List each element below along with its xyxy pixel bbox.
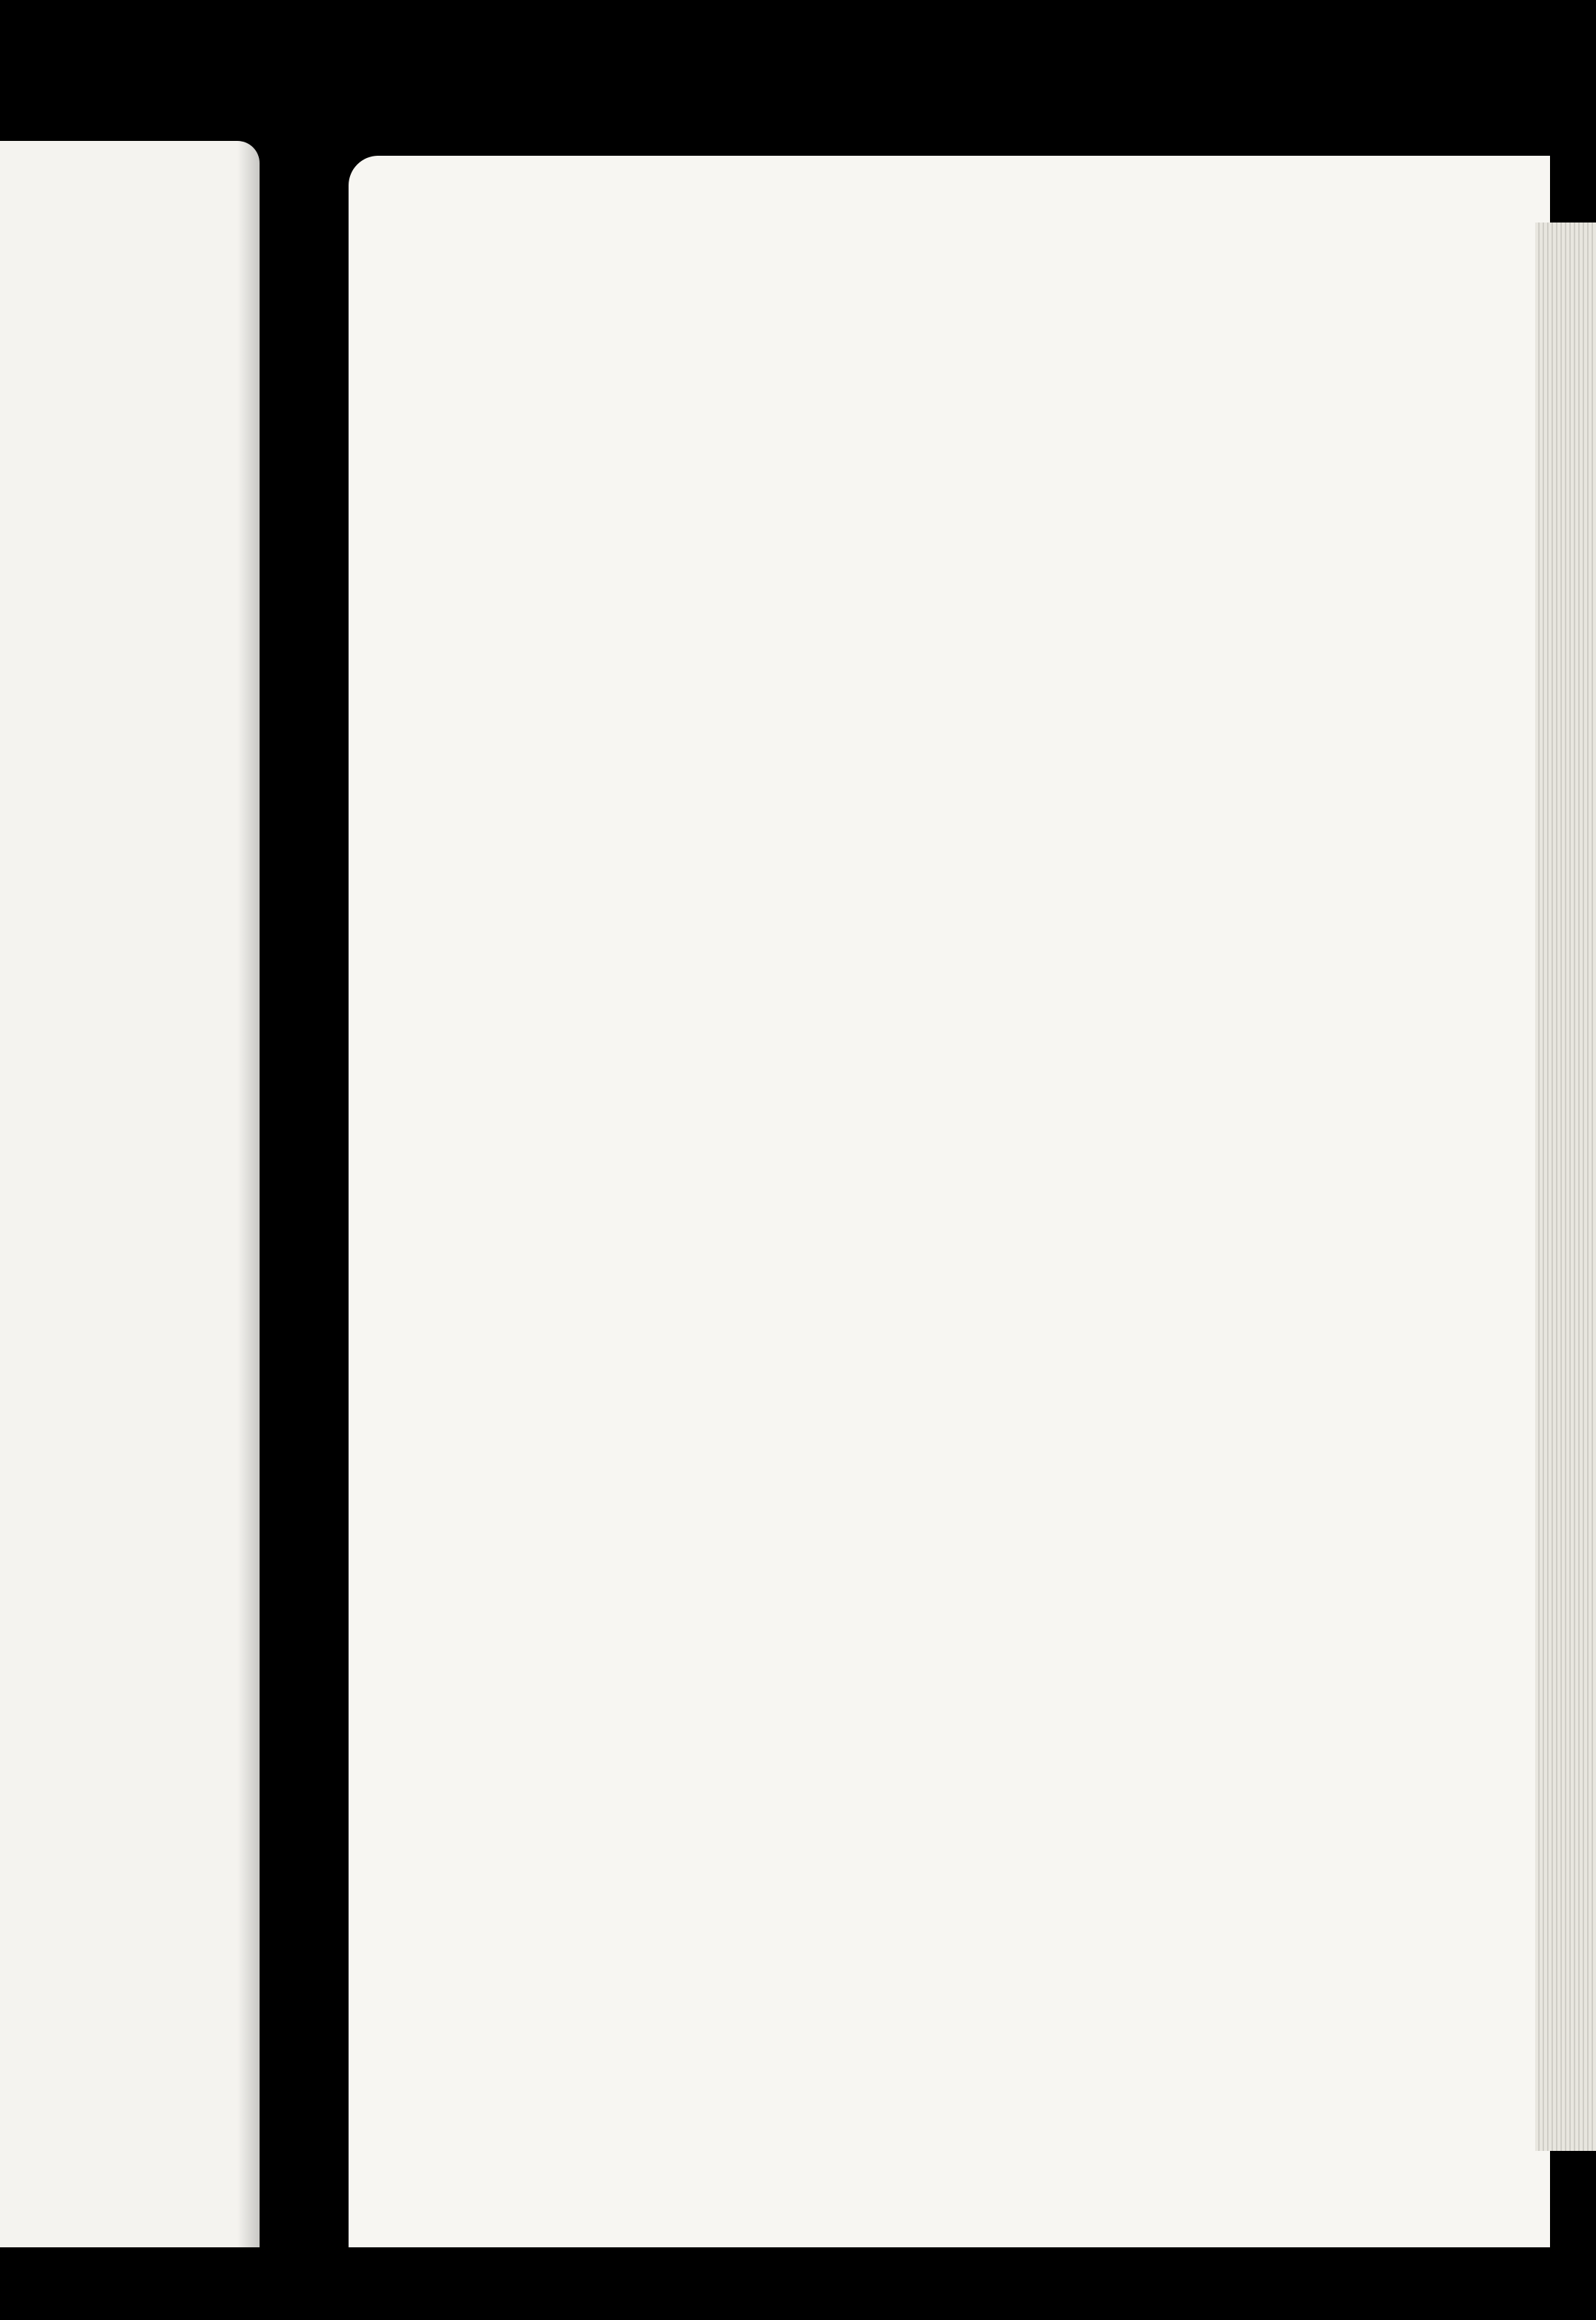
right-page-text	[441, 417, 1524, 441]
right-page	[349, 156, 1550, 2247]
left-page	[0, 141, 260, 2247]
book-gutter	[260, 141, 349, 2247]
page-edges	[1535, 223, 1596, 2151]
left-page-shadow	[237, 141, 260, 2247]
right-page-content	[349, 156, 1550, 2247]
running-head	[457, 343, 1526, 412]
